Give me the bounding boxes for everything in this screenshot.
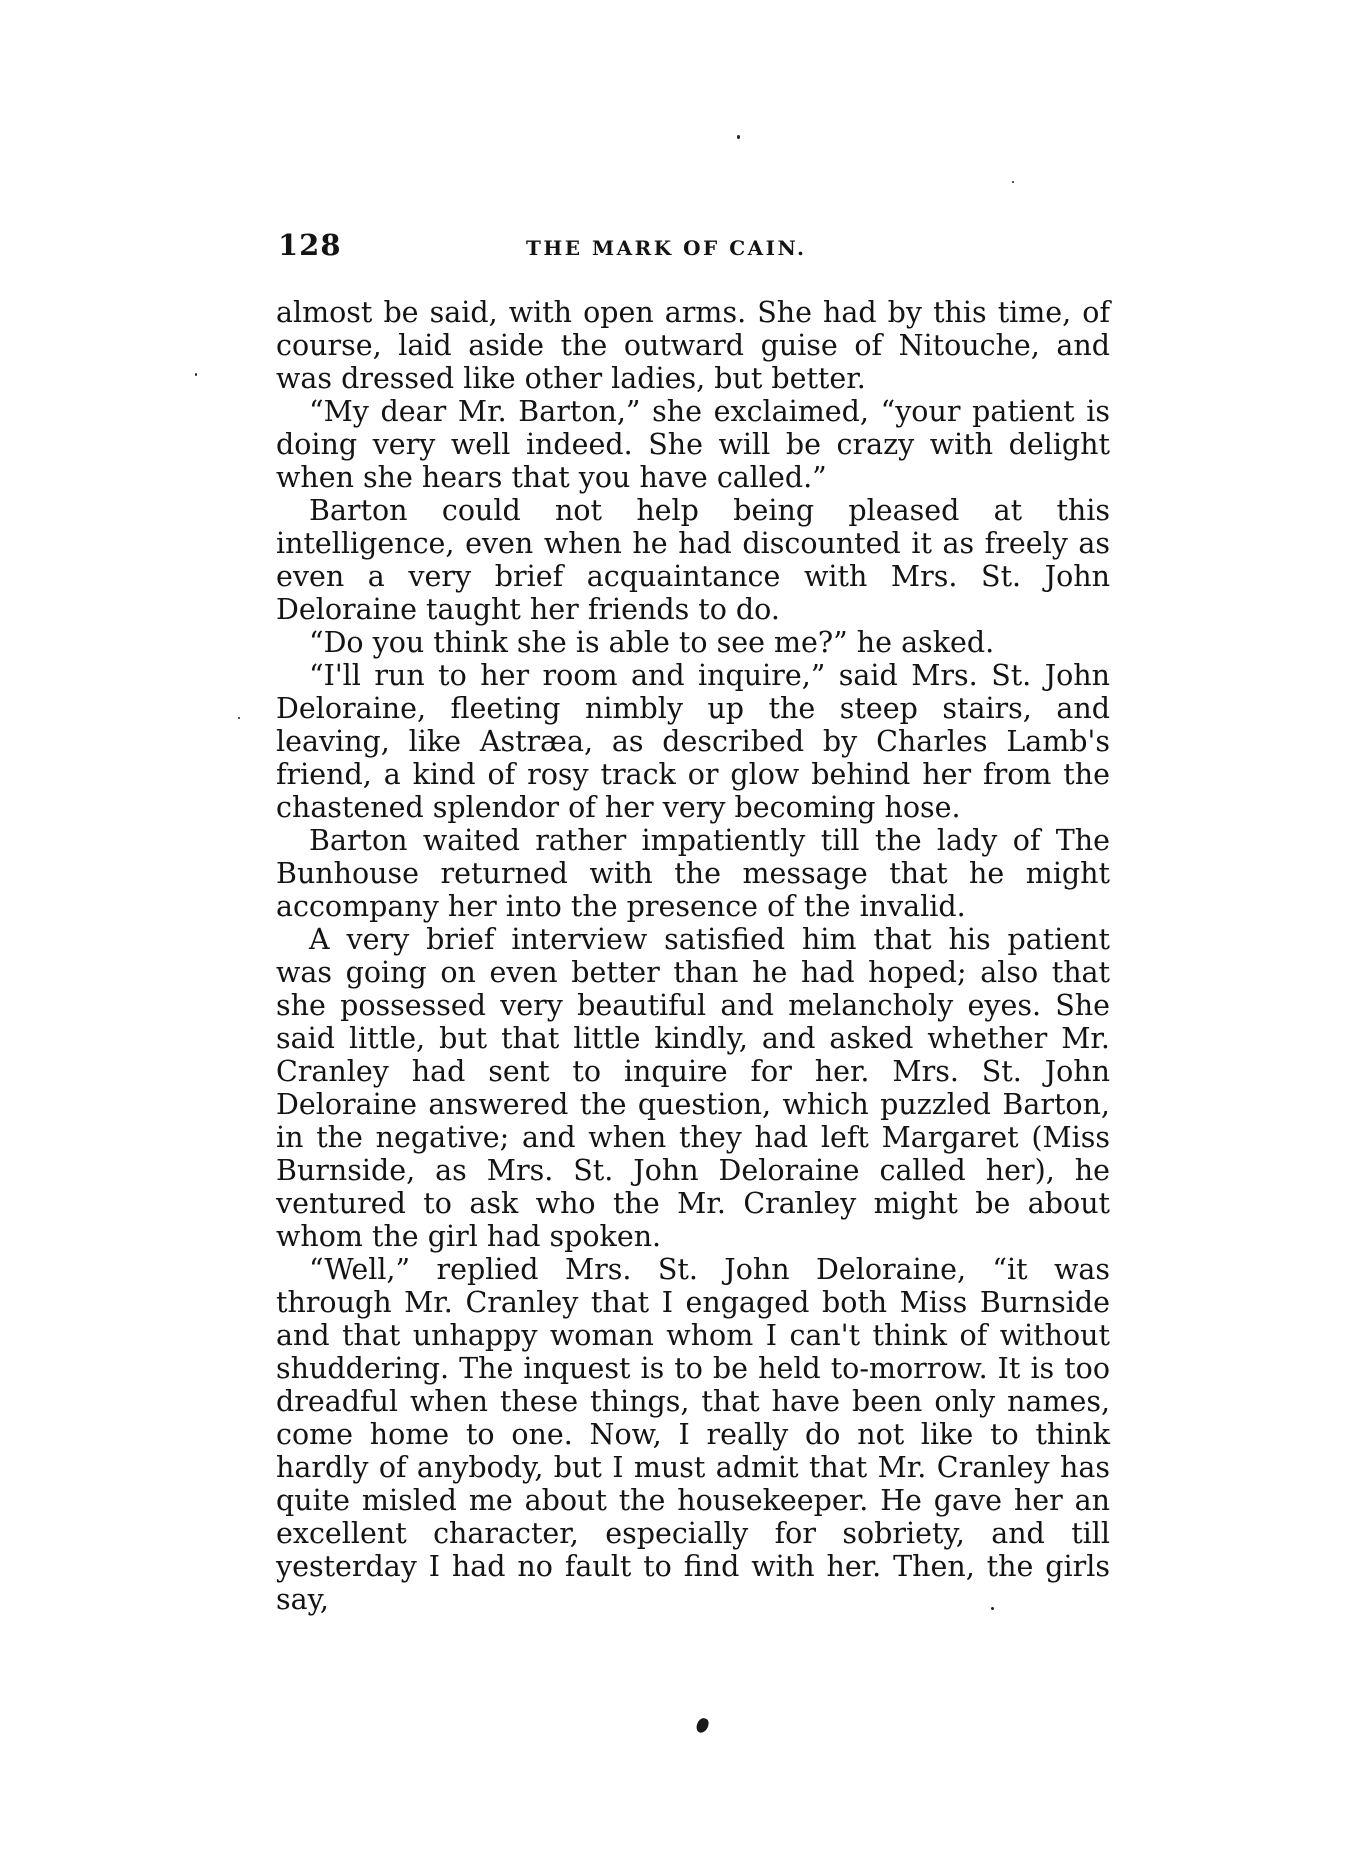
paragraph: Barton could not help being pleased at this intelligence, even when he had discounted it as freely as even a very brief acquaintance with Mrs. St. John Deloraine taught her friends to do. <box>276 494 1110 626</box>
paragraph: “I'll run to her room and inquire,” said Mrs. St. John Deloraine, fleeting nimbly up the steep stairs, and leaving, like Astræa, as described by Charles Lamb's friend, a kind of rosy track or glow behind her from the chastened splendor of her very becoming hose. <box>276 659 1110 824</box>
body-text <box>276 296 1110 1616</box>
speck <box>1012 181 1014 183</box>
paragraph: A very brief interview satisfied him that his patient was going on even better than he had hoped; also that she possessed very beautiful and melancholy eyes. She said little, but that little kindly, and asked whether Mr. Cranley had sent to inquire for her. Mrs. St. John Deloraine answered the question, which puzzled Barton, in the negative; and when they had left Margaret (Miss Burnside, as Mrs. St. John Deloraine called her), he ventured to ask who the Mr. Cranley might be about whom the girl had spoken. <box>276 923 1110 1253</box>
page-header <box>278 228 1108 268</box>
speck <box>195 373 197 376</box>
paragraph: almost be said, with open arms. She had by this time, of course, laid aside the outward guise of Nitouche, and was dressed like other ladies, but better. <box>276 296 1110 395</box>
paragraph: “Well,” replied Mrs. St. John Deloraine, “it was through Mr. Cranley that I engaged both Miss Burnside and that unhappy woman whom I can't think of without shuddering. The inquest is to be held to-morrow. It is too dreadful when these things, that have been only names, come home to one. Now, I really do not like to think hardly of anybody, but I must admit that Mr. Cranley has quite misled me about the housekeeper. He gave her an excellent character, especially for sobriety, and till yesterday I had no fault to find with her. Then, the girls say, <box>276 1253 1110 1616</box>
paragraph: “My dear Mr. Barton,” she exclaimed, “your patient is doing very well indeed. She will be crazy with delight when she hears that you have called.” <box>276 395 1110 494</box>
ink-mark <box>695 1717 710 1735</box>
speck <box>737 135 740 139</box>
speck <box>991 1607 994 1610</box>
paragraph: “Do you think she is able to see me?” he asked. <box>309 626 995 659</box>
paragraph: Barton waited rather impatiently till the lady of The Bunhouse returned with the message that he might accompany her into the presence of the invalid. <box>276 824 1110 923</box>
running-title: THE MARK OF CAIN. <box>526 236 807 260</box>
page-number: 128 <box>278 228 342 262</box>
speck <box>238 717 240 719</box>
